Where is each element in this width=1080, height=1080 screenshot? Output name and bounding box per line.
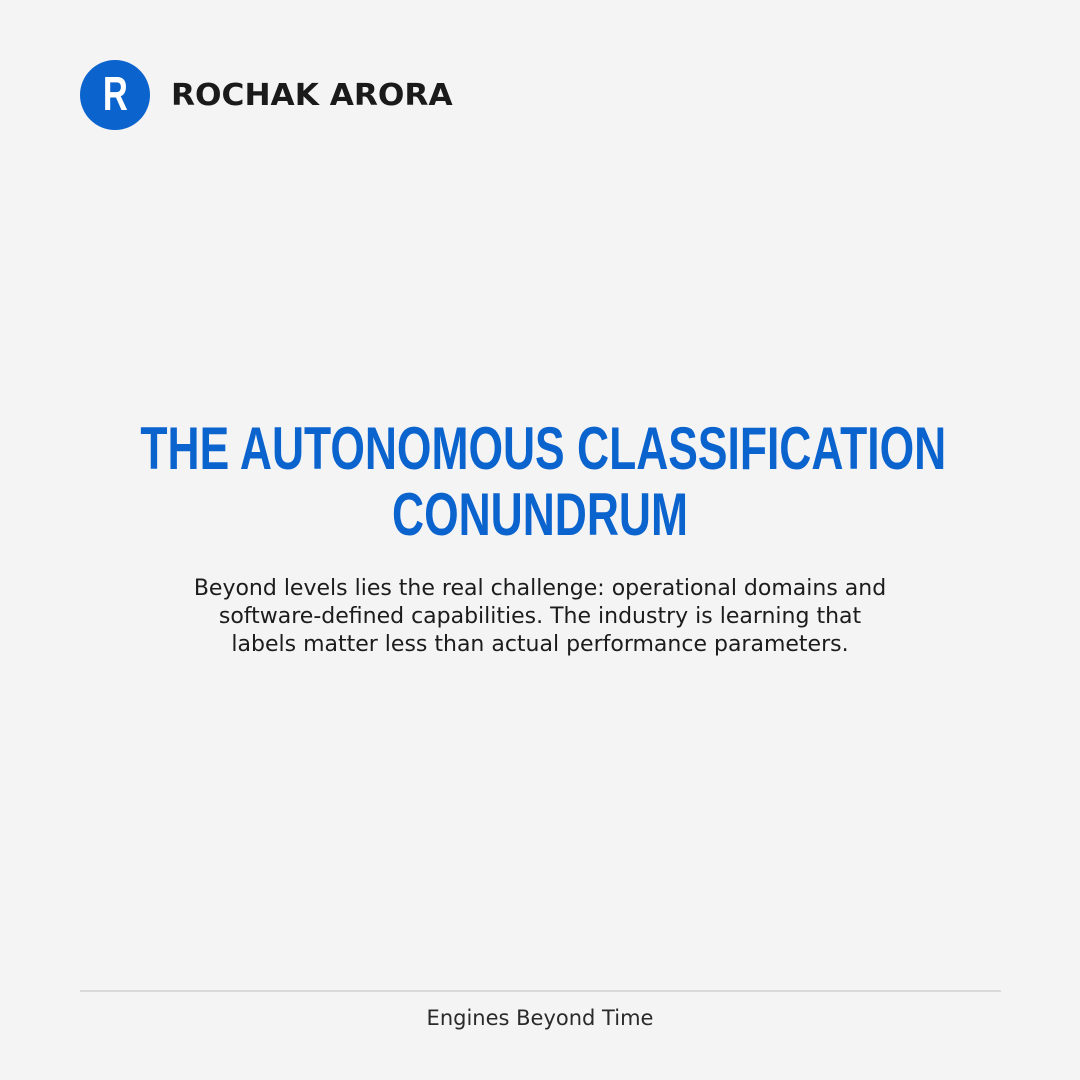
slide-body-line: labels matter less than actual performance parameters. [231,632,849,657]
slide-title [0,416,1080,548]
slide-body-line: software-defined capabilities. The industry is learning that [218,604,862,629]
footer-divider [80,990,1001,992]
brand-name: ROCHAK ARORA [171,77,453,113]
brand-logo [80,60,150,130]
brand-header [80,60,453,130]
slide-title-line: CONUNDRUM [392,481,688,548]
logo-letter: R [102,68,128,121]
slide-body [0,575,1080,659]
footer-text: Engines Beyond Time [426,1006,654,1030]
slide-title-line: THE AUTONOMOUS CLASSIFICATION [140,415,947,482]
slide-body-line: Beyond levels lies the real challenge: operational domains and [193,576,887,601]
